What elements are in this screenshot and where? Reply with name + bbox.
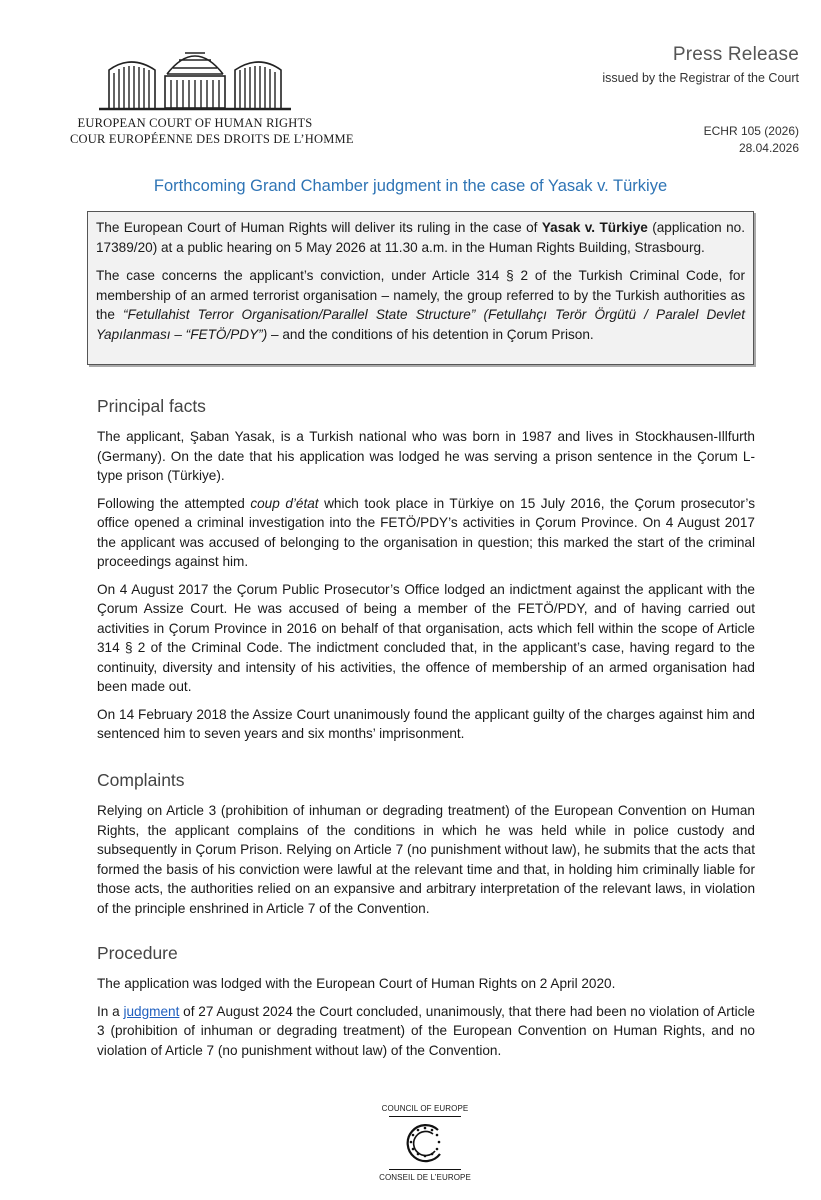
section-procedure xyxy=(97,942,755,1068)
facts-paragraph-1: The applicant, Şaban Yasak, is a Turkish national who was born in 1987 and lives in Stockhausen-Illfurth (Germany). On the date that his application was lodged he was serving a prison sentence in the Çorum L-type prison (Türkiye). xyxy=(97,429,755,483)
release-date: 28.04.2026 xyxy=(738,141,799,155)
summary-box xyxy=(87,211,754,365)
court-name-en: EUROPEAN COURT OF HUMAN RIGHTS xyxy=(77,116,313,130)
summary-text: The case concerns the applicant’s conviction, under Article 314 § 2 of the Turkish Criminal Code, for membership of an armed terrorist organisation – namely, the group referred to by the Turkish authorities as the xyxy=(96,268,745,322)
summary-paragraph-2 xyxy=(96,266,745,344)
facts-paragraph-2 xyxy=(97,494,755,572)
complaints-paragraph-1: Relying on Article 3 (prohibition of inhuman or degrading treatment) of the European Convention on Human Rights, the applicant complains of the conditions in which he was held while in police custody and subsequently in Çorum Prison. Relying on Article 7 (no punishment without law), he submits that the acts that formed the basis of his conviction were lawful at the relevant time and that, in holding him criminally liable for those acts, the authorities relied on an expansive and arbitrary interpretation of the relevant laws, in violation of the principle enshrined in Article 7 of the Convention. xyxy=(97,803,755,916)
court-building-logo-icon xyxy=(95,40,295,112)
summary-text: The European Court of Human Rights will deliver its ruling in the case of xyxy=(96,220,542,235)
coe-emblem xyxy=(389,1116,461,1170)
section-principal-facts xyxy=(97,395,755,752)
coe-name-en: COUNCIL OF EUROPE xyxy=(381,1104,469,1113)
judgment-link[interactable]: judgment xyxy=(123,1003,180,1019)
release-reference: ECHR 105 (2026) xyxy=(703,124,799,138)
summary-text: (application no. 17389/20) at a public hearing on 5 May 2026 at 11.30 a.m. in the Human Rights Building, Strasbourg. xyxy=(96,220,745,255)
case-name: Yasak v. Türkiye xyxy=(541,220,648,235)
council-of-europe-logo xyxy=(370,1104,480,1182)
facts-text: which took place in Türkiye on 15 July 2016, the Çorum prosecutor’s office opened a criminal investigation into the FETÖ/PDY’s activities in Çorum Province. On 4 August 2017 the applicant was accused of belonging to the organisation in question; this marked the start of the criminal proceedings against him. xyxy=(97,495,755,569)
page-title: Forthcoming Grand Chamber judgment in the case of Yasak v. Türkiye xyxy=(153,177,668,195)
summary-paragraph-1 xyxy=(96,218,745,257)
organisation-name: “Fetullahist Terror Organisation/Parallel State Structure” (Fetullahçı Terör Örgütü / Paralel Devlet Yapılanması – “FETÖ/PDY”) xyxy=(96,307,745,342)
facts-paragraph-3: On 4 August 2017 the Çorum Public Prosecutor’s Office lodged an indictment against the applicant with the Çorum Assize Court. He was accused of being a member of the FETÖ/PDY, and of having carried out activities in Çorum Province in 2016 on behalf of that organisation, acts which fell within the scope of Article 314 § 2 of the Criminal Code. The indictment concluded that, in the applicant’s case, having regard to the continuity, diversity and intensity of his activities, the offence of membership of an armed organisation had been made out. xyxy=(97,581,755,694)
press-release-subtitle: issued by the Registrar of the Court xyxy=(602,71,799,85)
court-logo xyxy=(70,40,354,147)
summary-text: – and the conditions of his detention in Çorum Prison. xyxy=(267,326,594,342)
coe-name-fr: CONSEIL DE L’EUROPE xyxy=(379,1173,471,1182)
press-release-title: Press Release xyxy=(672,44,799,65)
council-of-europe-logo-icon xyxy=(400,1120,450,1166)
court-name-fr: COUR EUROPÉENNE DES DROITS DE L’HOMME xyxy=(70,132,354,146)
section-heading: Principal facts xyxy=(97,396,206,416)
procedure-paragraph-1: The application was lodged with the European Court of Human Rights on 2 April 2020. xyxy=(97,976,616,991)
facts-italic-text: coup d’état xyxy=(250,495,319,511)
facts-text: Following the attempted xyxy=(97,495,251,511)
section-complaints xyxy=(97,769,755,926)
procedure-paragraph-2 xyxy=(97,1002,755,1061)
section-heading: Complaints xyxy=(97,770,185,790)
procedure-text: of 27 August 2024 the Court concluded, unanimously, that there had been no violation of Article 3 (prohibition of inhuman or degrading treatment) of the European Convention on Human Rights, and no violation of Article 7 (no punishment without law) of the Convention. xyxy=(97,1003,755,1058)
procedure-text: In a xyxy=(97,1003,124,1019)
section-heading: Procedure xyxy=(97,943,178,963)
facts-paragraph-4: On 14 February 2018 the Assize Court unanimously found the applicant guilty of the charges against him and sentenced him to seven years and six months’ imprisonment. xyxy=(97,706,755,741)
